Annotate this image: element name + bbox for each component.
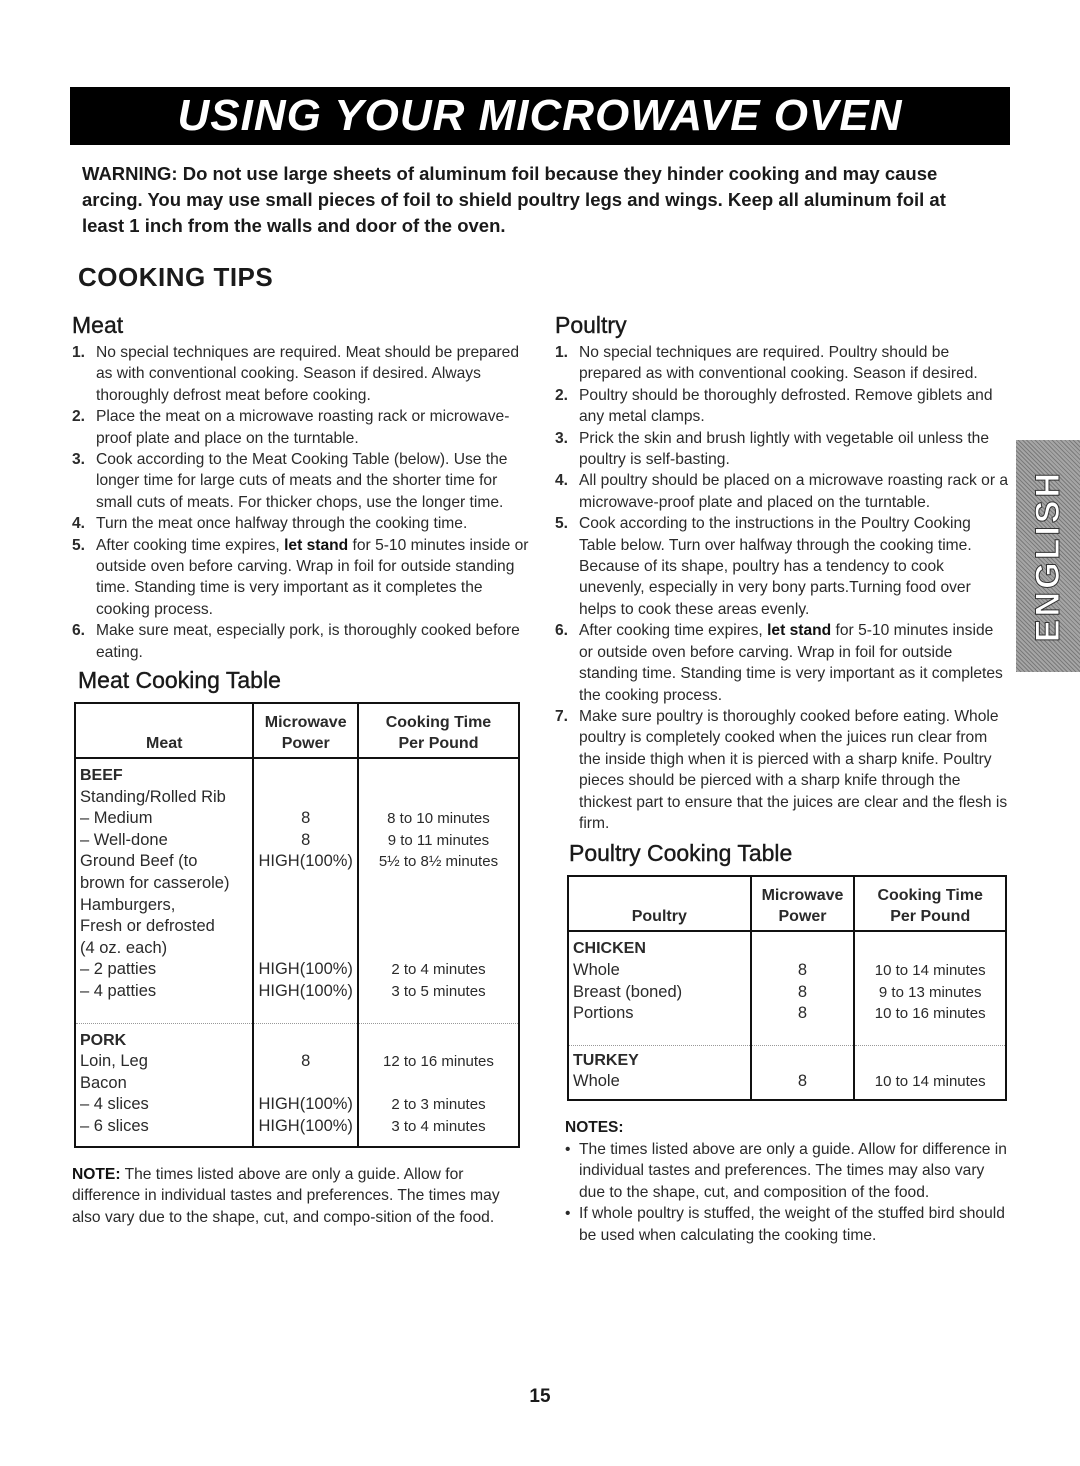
empty-cell: [358, 1003, 519, 1024]
cell-item: – 4 patties: [80, 982, 157, 1001]
cell-power: HIGH(100%): [253, 981, 357, 1003]
table-header-row: [568, 876, 1006, 931]
cell-time: 2 to 3 minutes: [358, 1094, 519, 1116]
item-text: Poultry should be thoroughly defrosted. Remove giblets and any metal clamps.: [579, 386, 993, 426]
item-number: 2.: [555, 386, 569, 404]
table-row: [75, 959, 519, 981]
list-item: [72, 620, 532, 663]
empty-cell: [751, 1025, 855, 1046]
table-row: [75, 916, 519, 938]
item-text: No special techniques are required. Meat should be prepared as with conventional cooking. Season if desired. Always thoroughly defrost meat before cooking.: [96, 344, 520, 404]
header-text: Cooking Time: [877, 887, 983, 905]
item-number: 5.: [555, 515, 569, 533]
table-row: [75, 758, 519, 787]
item-text: Cook according to the Meat Cooking Table (below). Use the longer time for large cuts of meats and the shorter time for small cuts of meats. For thicker chops, use the longer time.: [96, 451, 508, 511]
table-row: [568, 1003, 1006, 1025]
cell-power: [253, 873, 357, 895]
header-text: Power: [778, 908, 827, 926]
header-text: Cooking Time: [385, 714, 492, 732]
empty-cell: [358, 1023, 519, 1051]
col-header-time: [358, 703, 519, 758]
item-number: 4.: [72, 515, 86, 533]
cell-power: 8: [751, 1071, 855, 1100]
cell-power: 8: [253, 1051, 357, 1073]
language-tab-label: ENGLISH: [1028, 469, 1067, 643]
header-text: Microwave: [761, 887, 844, 905]
item-text: Turn the meat once halfway through the cooking time.: [96, 515, 468, 533]
cell-time: [358, 787, 519, 809]
table-row: [75, 1094, 519, 1116]
item-number: 6.: [72, 622, 86, 640]
group-label-turkey: TURKEY: [573, 1051, 639, 1069]
table-row: [75, 1023, 519, 1051]
cell-power: HIGH(100%): [253, 851, 357, 873]
cell-power: [253, 787, 357, 809]
item-text: Make sure poultry is thoroughly cooked before eating. Whole poultry is completely cooked when the juices run clear from the inside thigh when it is pierced with a sharp knife. Poultry pieces should be pierced with a sharp knife through the thickest part to ensure that the juices are clear and the flesh is firm.: [579, 707, 1008, 832]
item-number: 1.: [555, 344, 569, 361]
empty-cell: [253, 1003, 357, 1024]
cell-time: 12 to 16 minutes: [358, 1051, 519, 1073]
empty-cell: [751, 931, 855, 960]
meat-heading: Meat: [72, 312, 124, 338]
poultry-table-title: Poultry Cooking Table: [569, 840, 793, 867]
empty-cell: [854, 931, 1006, 960]
cell-time: [358, 938, 519, 960]
item-text: Place the meat on a microwave roasting rack or microwave-proof plate and place on the turntable.: [96, 408, 510, 447]
item-text-bold: let stand: [767, 622, 832, 640]
table-row: [568, 1071, 1006, 1100]
list-item: [72, 513, 532, 534]
header-text: Microwave: [264, 714, 347, 732]
list-item: [555, 620, 1010, 706]
poultry-tips-list: [555, 342, 1010, 834]
meat-tips-list: [72, 342, 532, 663]
cell-power: HIGH(100%): [253, 1116, 357, 1147]
cell-item: Loin, Leg: [80, 1052, 148, 1071]
list-item: [555, 470, 1010, 513]
item-text-post: for 5-10 minutes inside or outside oven before carving. Wrap in foil for outside standing time. Standing time is very important as it completes the cooking process.: [579, 622, 1003, 704]
list-item: • If whole poultry is stuffed, the weight of the stuffed bird should be used when calculating the cooking time.: [565, 1203, 1010, 1246]
list-item: [72, 535, 532, 621]
item-number: 6.: [555, 622, 569, 640]
cell-item: – 6 slices: [80, 1117, 149, 1135]
col-header-power: [253, 703, 357, 758]
item-text: Make sure meat, especially pork, is thoroughly cooked before eating.: [96, 622, 520, 661]
table-row: [75, 895, 519, 917]
cell-item: – 4 slices: [80, 1095, 149, 1114]
meat-note: [72, 1164, 532, 1229]
note-text: The times listed above are only a guide. Allow for difference in individual tastes and preferences. The times may also vary due to the shape, cut, and compo-sition of the food.: [72, 1165, 500, 1226]
cell-time: [358, 1073, 519, 1095]
table-row: [568, 960, 1006, 982]
group-label-beef: BEEF: [80, 767, 123, 785]
cell-time: 5½ to 8½ minutes: [358, 851, 519, 873]
cell-time: 10 to 14 minutes: [854, 1071, 1006, 1100]
item-text-pre: After cooking time expires,: [96, 536, 285, 554]
language-tab: [1016, 440, 1080, 672]
cell-time: 9 to 13 minutes: [854, 982, 1006, 1004]
list-item: [72, 406, 532, 449]
cell-time: 10 to 16 minutes: [854, 1003, 1006, 1025]
cell-item: Bacon: [80, 1073, 127, 1092]
table-divider: [568, 1025, 1006, 1046]
poultry-column: [555, 312, 1010, 1246]
col-header-power: [751, 876, 855, 931]
cell-item: – Well-done: [80, 830, 168, 849]
cell-power: [253, 916, 357, 938]
item-text-pre: After cooking time expires,: [579, 622, 768, 640]
cell-item: Ground Beef (to: [80, 852, 198, 871]
table-row: [75, 851, 519, 873]
item-number: 2.: [72, 408, 86, 426]
cell-time: 3 to 4 minutes: [358, 1116, 519, 1147]
cell-item: Standing/Rolled Rib: [80, 787, 226, 806]
cell-power: 8: [751, 1003, 855, 1025]
cell-item: Fresh or defrosted: [80, 917, 215, 936]
empty-cell: [854, 1025, 1006, 1046]
empty-cell: [253, 758, 357, 787]
cell-item: – 2 patties: [80, 960, 157, 979]
empty-cell: [854, 1045, 1006, 1071]
warning-text: WARNING: Do not use large sheets of aluminum foil because they hinder cooking and may cause arcing. You may use small pieces of foil to shield poultry legs and wings. Keep all aluminum foil at least 1 inch from the walls and door of the oven.: [82, 163, 946, 236]
table-row: [568, 1045, 1006, 1071]
empty-cell: [75, 1003, 253, 1024]
item-text: Cook according to the instructions in the Poultry Cooking Table below. Turn over halfway through the cooking time. Because of its shape, poultry has a tendency to cook unevenly, especially in very bony parts.Turning food over helps to cook these areas evenly.: [579, 515, 972, 618]
item-text-post: for 5-10 minutes inside or outside oven before carving. Wrap in foil for outside standing time. Standing time is very important as it completes the cooking process.: [96, 536, 529, 618]
cell-item: – Medium: [80, 809, 153, 828]
header-text: Per Pound: [398, 735, 479, 753]
list-item: [72, 449, 532, 513]
cell-time: 2 to 4 minutes: [358, 959, 519, 981]
cell-power: 8: [253, 830, 357, 852]
notes-list: [555, 1139, 1010, 1247]
item-text: Prick the skin and brush lightly with vegetable oil unless the poultry is self-basting.: [579, 429, 989, 469]
cell-power: [253, 938, 357, 960]
table-header-row: [75, 703, 519, 758]
list-item: [555, 706, 1010, 834]
empty-cell: [358, 758, 519, 787]
cell-time: 9 to 11 minutes: [358, 830, 519, 852]
list-item: [555, 513, 1010, 620]
header-text: Poultry: [631, 908, 687, 926]
empty-cell: [568, 1025, 751, 1046]
item-number: 5.: [72, 536, 86, 554]
cell-time: [358, 916, 519, 938]
table-row: [75, 981, 519, 1003]
table-row: [75, 808, 519, 830]
empty-cell: [253, 1023, 357, 1051]
cell-time: 10 to 14 minutes: [854, 960, 1006, 982]
notes-title: NOTES:: [565, 1118, 624, 1136]
list-item: [72, 342, 532, 406]
item-number: 4.: [555, 472, 569, 490]
meat-table-title: Meat Cooking Table: [78, 667, 281, 694]
header-text: Power: [281, 735, 330, 753]
cell-power: HIGH(100%): [253, 1094, 357, 1116]
table-row: [75, 830, 519, 852]
meat-cooking-table: [74, 702, 520, 1148]
cell-item: Whole: [573, 960, 620, 979]
page-number: 15: [529, 1386, 551, 1407]
list-item: [555, 342, 1010, 385]
cell-item: Whole: [573, 1072, 620, 1091]
table-divider: [75, 1003, 519, 1024]
cell-item: Hamburgers,: [80, 895, 176, 914]
item-text: All poultry should be placed on a microwave roasting rack or a microwave-proof plate and placed on the turntable.: [579, 472, 1009, 511]
cell-item: brown for casserole): [80, 874, 230, 893]
table-row: [568, 931, 1006, 960]
item-number: 7.: [555, 707, 569, 725]
item-number: 3.: [555, 429, 569, 447]
poultry-heading: Poultry: [555, 312, 627, 338]
table-row: [75, 787, 519, 809]
table-row: [75, 1051, 519, 1073]
col-header-meat: [75, 703, 253, 758]
item-text: No special techniques are required. Poultry should be prepared as with conventional cooking. Season if desired.: [579, 344, 978, 383]
group-label-chicken: CHICKEN: [573, 940, 646, 958]
list-item: [555, 428, 1010, 471]
cell-time: [358, 895, 519, 917]
cell-power: 8: [253, 808, 357, 830]
header-text: Per Pound: [890, 908, 971, 926]
item-number: 3.: [72, 451, 86, 469]
col-header-poultry: [568, 876, 751, 931]
table-row: [75, 938, 519, 960]
cell-power: [253, 895, 357, 917]
cell-item: (4 oz. each): [80, 938, 168, 957]
page-banner: [70, 87, 1010, 145]
banner-title: USING YOUR MICROWAVE OVEN: [177, 91, 903, 140]
cell-power: HIGH(100%): [253, 959, 357, 981]
cooking-tips-heading: COOKING TIPS: [78, 262, 274, 292]
item-text-bold: let stand: [284, 536, 349, 554]
list-item: [555, 385, 1010, 428]
meat-column: [72, 312, 532, 1228]
group-label-pork: PORK: [80, 1031, 127, 1049]
list-item: • The times listed above are only a guide. Allow for difference in individual tastes and preferences. The times may also vary due to the shape, cut, and composition of the food.: [565, 1139, 1010, 1204]
header-text: Meat: [146, 735, 183, 753]
table-row: [75, 873, 519, 895]
cell-time: 8 to 10 minutes: [358, 808, 519, 830]
cell-item: Breast (boned): [573, 982, 683, 1001]
cell-power: [253, 1073, 357, 1095]
item-number: 1.: [72, 344, 86, 361]
empty-cell: [751, 1045, 855, 1071]
note-label: NOTE:: [72, 1165, 121, 1183]
cell-item: Portions: [573, 1004, 634, 1023]
col-header-time: [854, 876, 1006, 931]
table-row: [568, 982, 1006, 1004]
cell-power: 8: [751, 982, 855, 1004]
cell-power: 8: [751, 960, 855, 982]
table-row: [75, 1073, 519, 1095]
cell-time: [358, 873, 519, 895]
poultry-cooking-table: [567, 875, 1007, 1101]
table-row: [75, 1116, 519, 1147]
cell-time: 3 to 5 minutes: [358, 981, 519, 1003]
